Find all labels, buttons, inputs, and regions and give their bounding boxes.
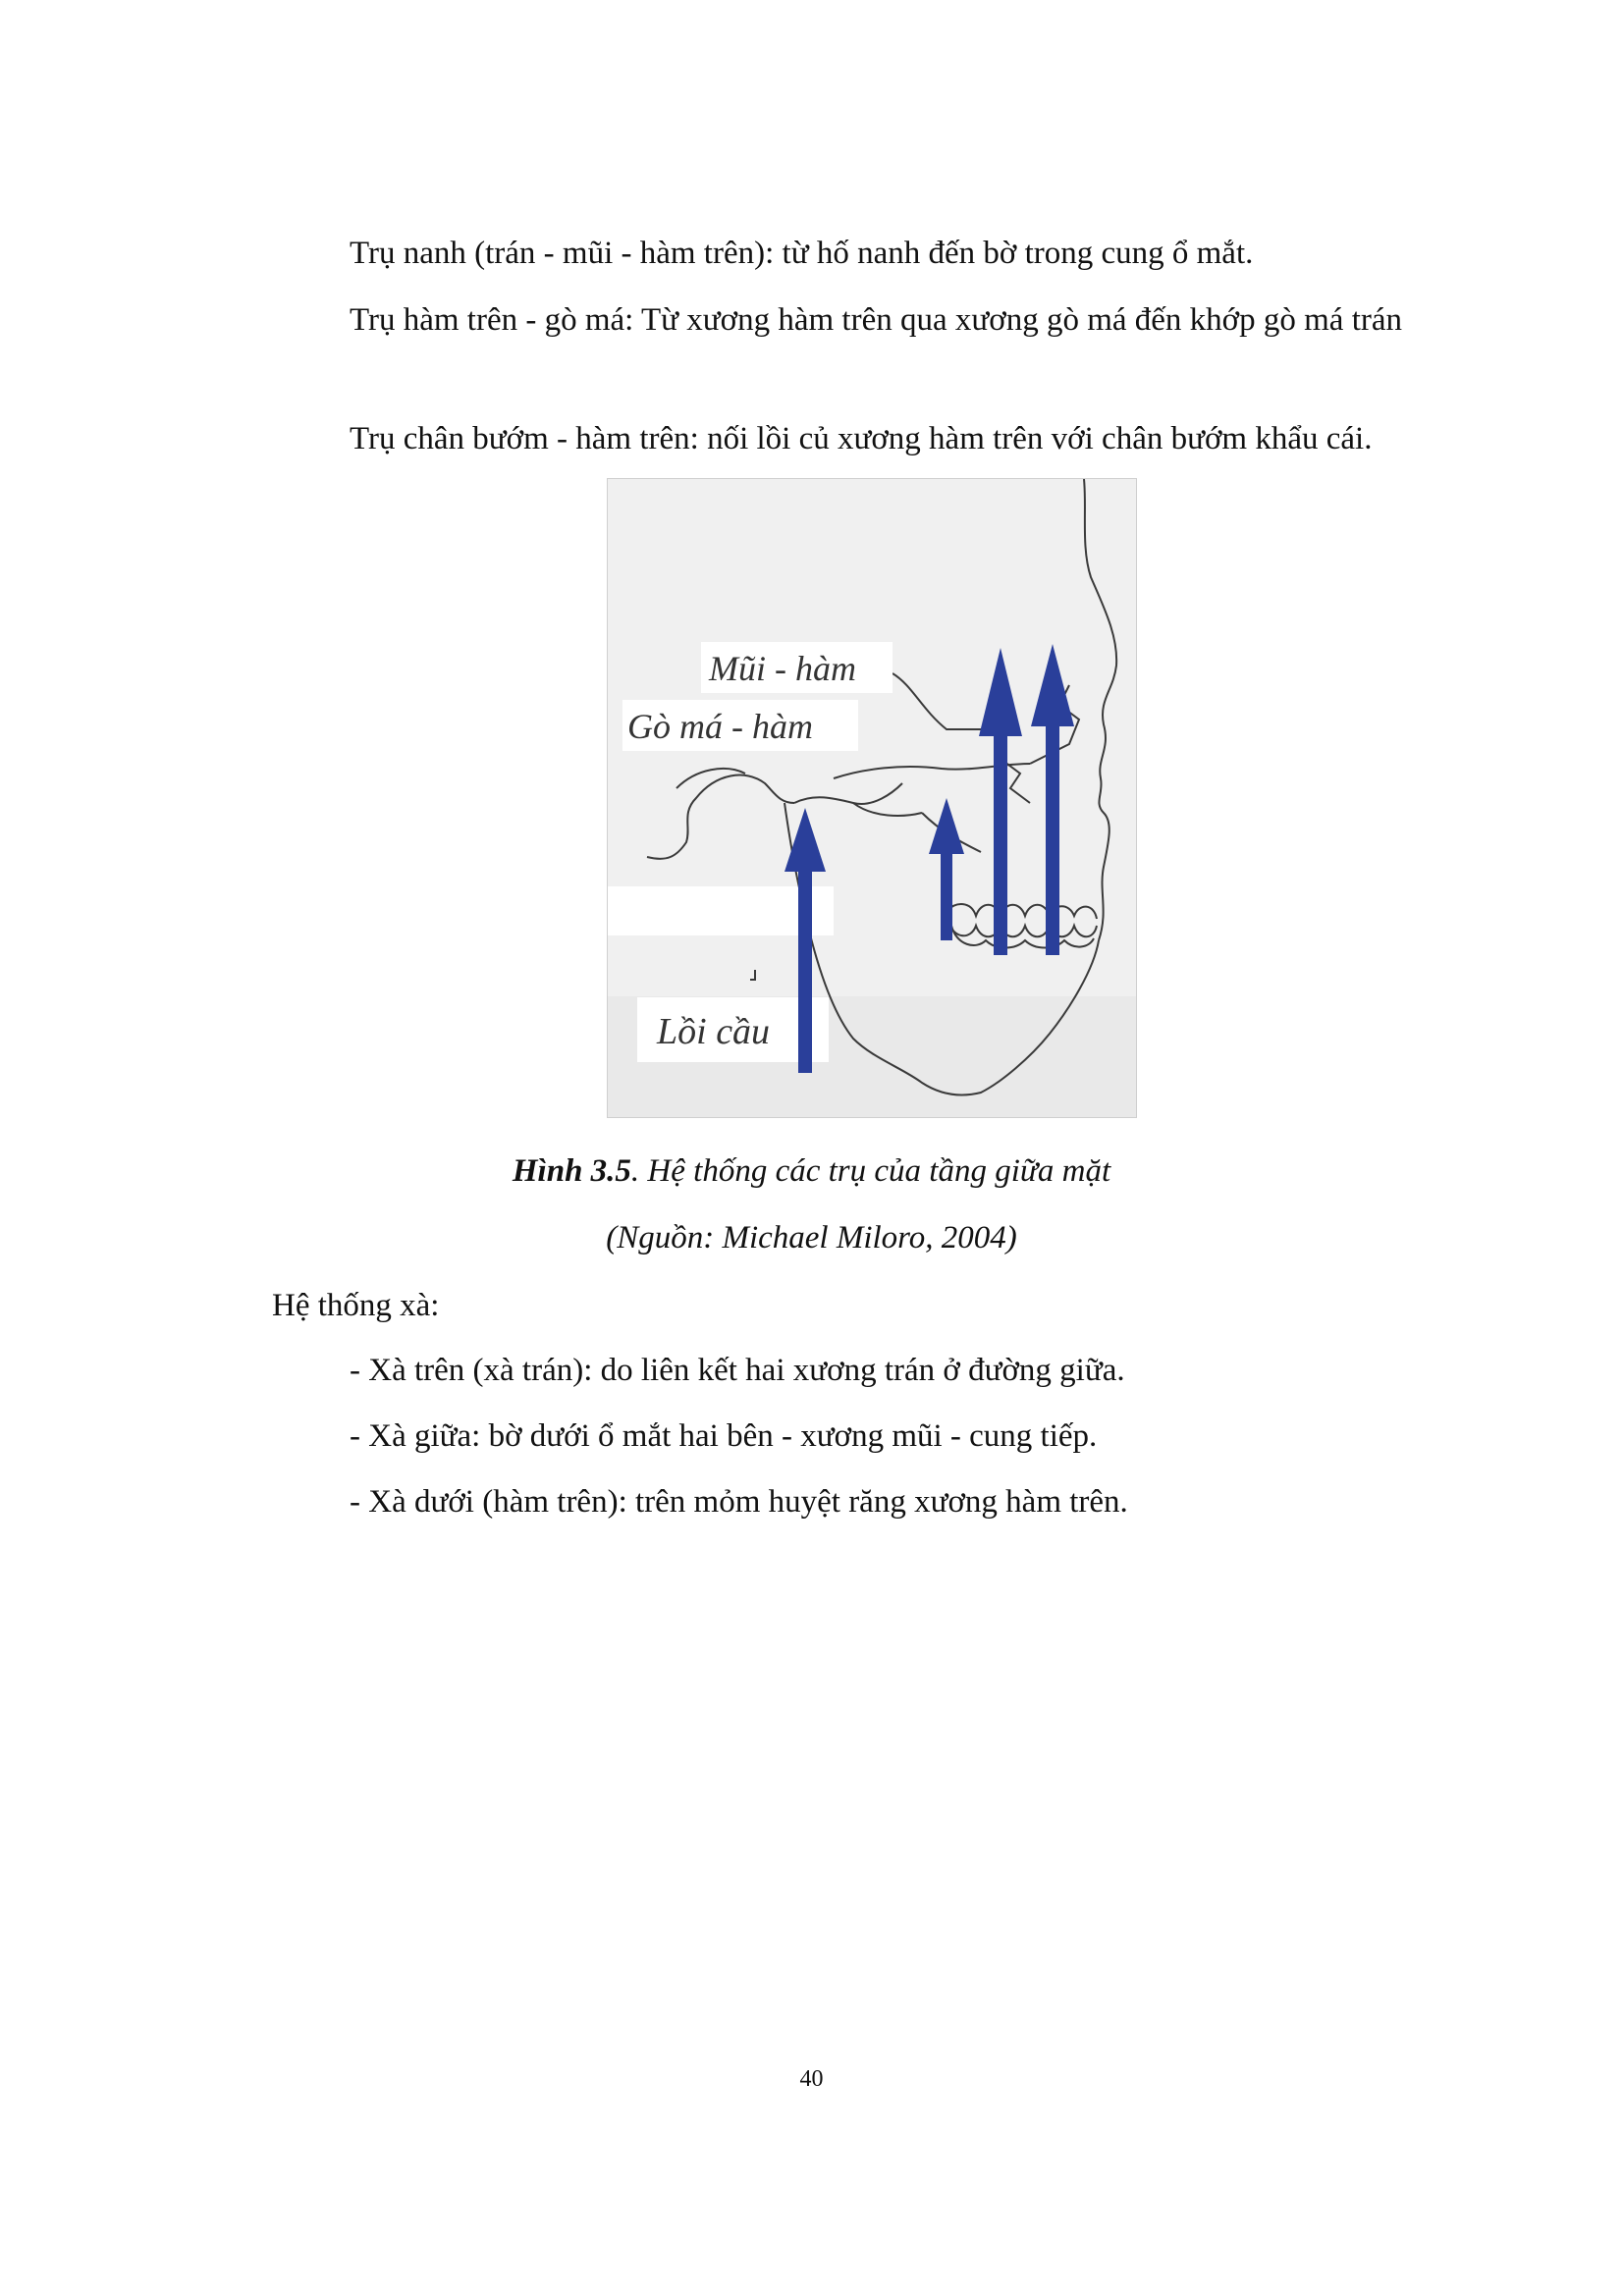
paragraph-zygomatic-buttress: Trụ hàm trên - gò má: Từ xương hàm trên qua xương gò má đến khớp gò má trán: [350, 302, 1403, 338]
figure-caption: [0, 1147, 1623, 1196]
skull-buttress-figure: [607, 478, 1137, 1118]
page-number: 40: [799, 2066, 824, 2092]
figure-caption-number: Hình 3.5: [512, 1153, 631, 1189]
paragraph-pterygoid-buttress: Trụ chân bướm - hàm trên: nối lồi củ xương hàm trên với chân bướm khẩu cái.: [350, 421, 1373, 456]
bullet-item: - Xà trên (xà trán): do liên kết hai xương trán ở đường giữa.: [350, 1353, 1125, 1388]
bullet-item: - Xà dưới (hàm trên): trên mỏm huyệt răng xương hàm trên.: [350, 1484, 1128, 1520]
label-go-ma-ham: Gò má - hàm: [627, 707, 813, 746]
arrow-pterygoid: [929, 798, 964, 940]
paragraph-canine-buttress: Trụ nanh (trán - mũi - hàm trên): từ hố nanh đến bờ trong cung ổ mắt.: [350, 236, 1254, 271]
figure-source: (Nguồn: Michael Miloro, 2004): [606, 1220, 1017, 1255]
paragraph-beam-system: Hệ thống xà:: [272, 1288, 440, 1323]
bullet-item: - Xà giữa: bờ dưới ổ mắt hai bên - xương mũi - cung tiếp.: [350, 1418, 1098, 1454]
label-loi-cau: Lồi cầu: [657, 1011, 771, 1052]
arrow-zygomatic: [979, 648, 1022, 955]
figure-caption-text: . Hệ thống các trụ của tầng giữa mặt: [630, 1153, 1111, 1189]
label-mui-ham: Mũi - hàm: [709, 649, 856, 688]
